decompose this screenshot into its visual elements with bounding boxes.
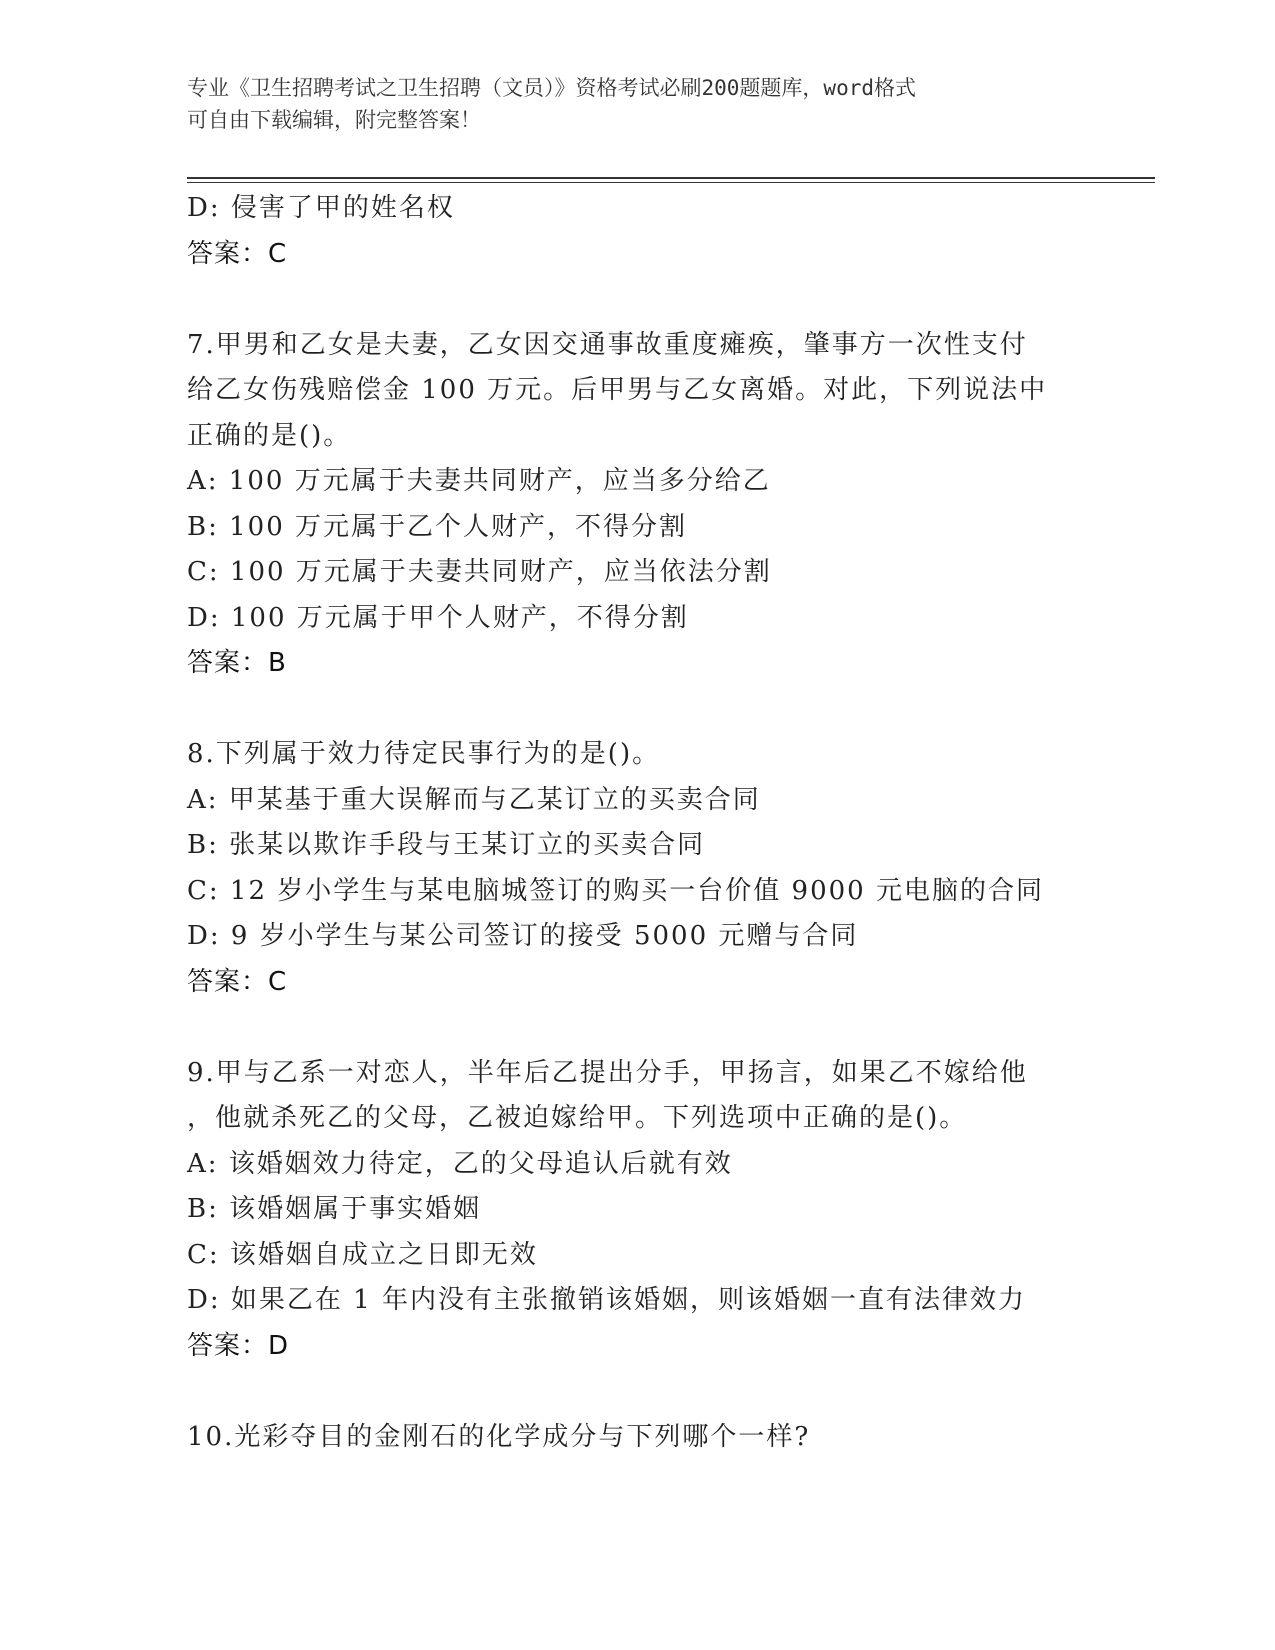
question-stem: 9.甲与乙系一对恋人，半年后乙提出分手，甲扬言，如果乙不嫁给他 <box>187 1057 1028 1088</box>
option-c: C: 100 万元属于夫妻共同财产，应当依法分割 <box>187 557 772 587</box>
answer-line: 答案：C <box>187 238 288 269</box>
question-7 <box>187 323 1087 687</box>
option-a: A: 100 万元属于夫妻共同财产，应当多分给乙 <box>187 466 771 496</box>
option-d: D: 9 岁小学生与某公司签订的接受 5000 元赠与合同 <box>187 921 859 951</box>
question-stem: 正确的是()。 <box>187 420 352 451</box>
option-a: A: 该婚姻效力待定，乙的父母追认后就有效 <box>187 1148 733 1179</box>
option-c: C: 该婚姻自成立之日即无效 <box>187 1239 538 1270</box>
question-stem: 8.下列属于效力待定民事行为的是()。 <box>187 739 661 769</box>
option-d: D: 如果乙在 1 年内没有主张撤销该婚姻，则该婚姻一直有法律效力 <box>187 1285 1026 1315</box>
option-d: D: 100 万元属于甲个人财产，不得分割 <box>187 602 689 633</box>
question-content <box>187 186 1087 1460</box>
option-c: C: 12 岁小学生与某电脑城签订的购买一台价值 9000 元电脑的合同 <box>187 875 1044 906</box>
question-10 <box>187 1415 1087 1461</box>
answer-line: 答案：D <box>187 1330 290 1361</box>
spacer <box>187 1369 1087 1415</box>
header-line-1: 专业《卫生招聘考试之卫生招聘（文员）》资格考试必刷200题题库，word格式 <box>187 76 916 100</box>
question-stem: ，他就杀死乙的父母，乙被迫嫁给甲。下列选项中正确的是()。 <box>187 1103 968 1133</box>
question-stem: 7.甲男和乙女是夫妻，乙女因交通事故重度瘫痪，肇事方一次性支付 <box>187 329 1028 360</box>
option-a: A: 甲某基于重大误解而与乙某订立的买卖合同 <box>187 784 761 815</box>
answer-line: 答案：C <box>187 966 288 997</box>
spacer <box>187 1005 1087 1051</box>
answer-line: 答案：B <box>187 648 287 678</box>
question-8 <box>187 732 1087 1005</box>
header-divider-thick <box>187 177 1155 179</box>
option-b: B: 100 万元属于乙个人财产，不得分割 <box>187 511 688 542</box>
question-stem: 给乙女伤残赔偿金 100 万元。后甲男与乙女离婚。对此，下列说法中 <box>187 375 1048 405</box>
spacer <box>187 687 1087 733</box>
option-b: B: 张某以欺诈手段与王某订立的买卖合同 <box>187 830 706 860</box>
header-line-2: 可自由下载编辑，附完整答案！ <box>187 108 481 132</box>
page-header <box>187 72 1067 136</box>
header-divider-thin <box>187 182 1155 183</box>
spacer <box>187 277 1087 323</box>
question-stem: 10.光彩夺目的金刚石的化学成分与下列哪个一样? <box>187 1421 811 1452</box>
previous-question-block <box>187 186 1087 277</box>
option-b: B: 该婚姻属于事实婚姻 <box>187 1194 482 1224</box>
question-9 <box>187 1051 1087 1370</box>
option-d: D: 侵害了甲的姓名权 <box>187 193 455 223</box>
